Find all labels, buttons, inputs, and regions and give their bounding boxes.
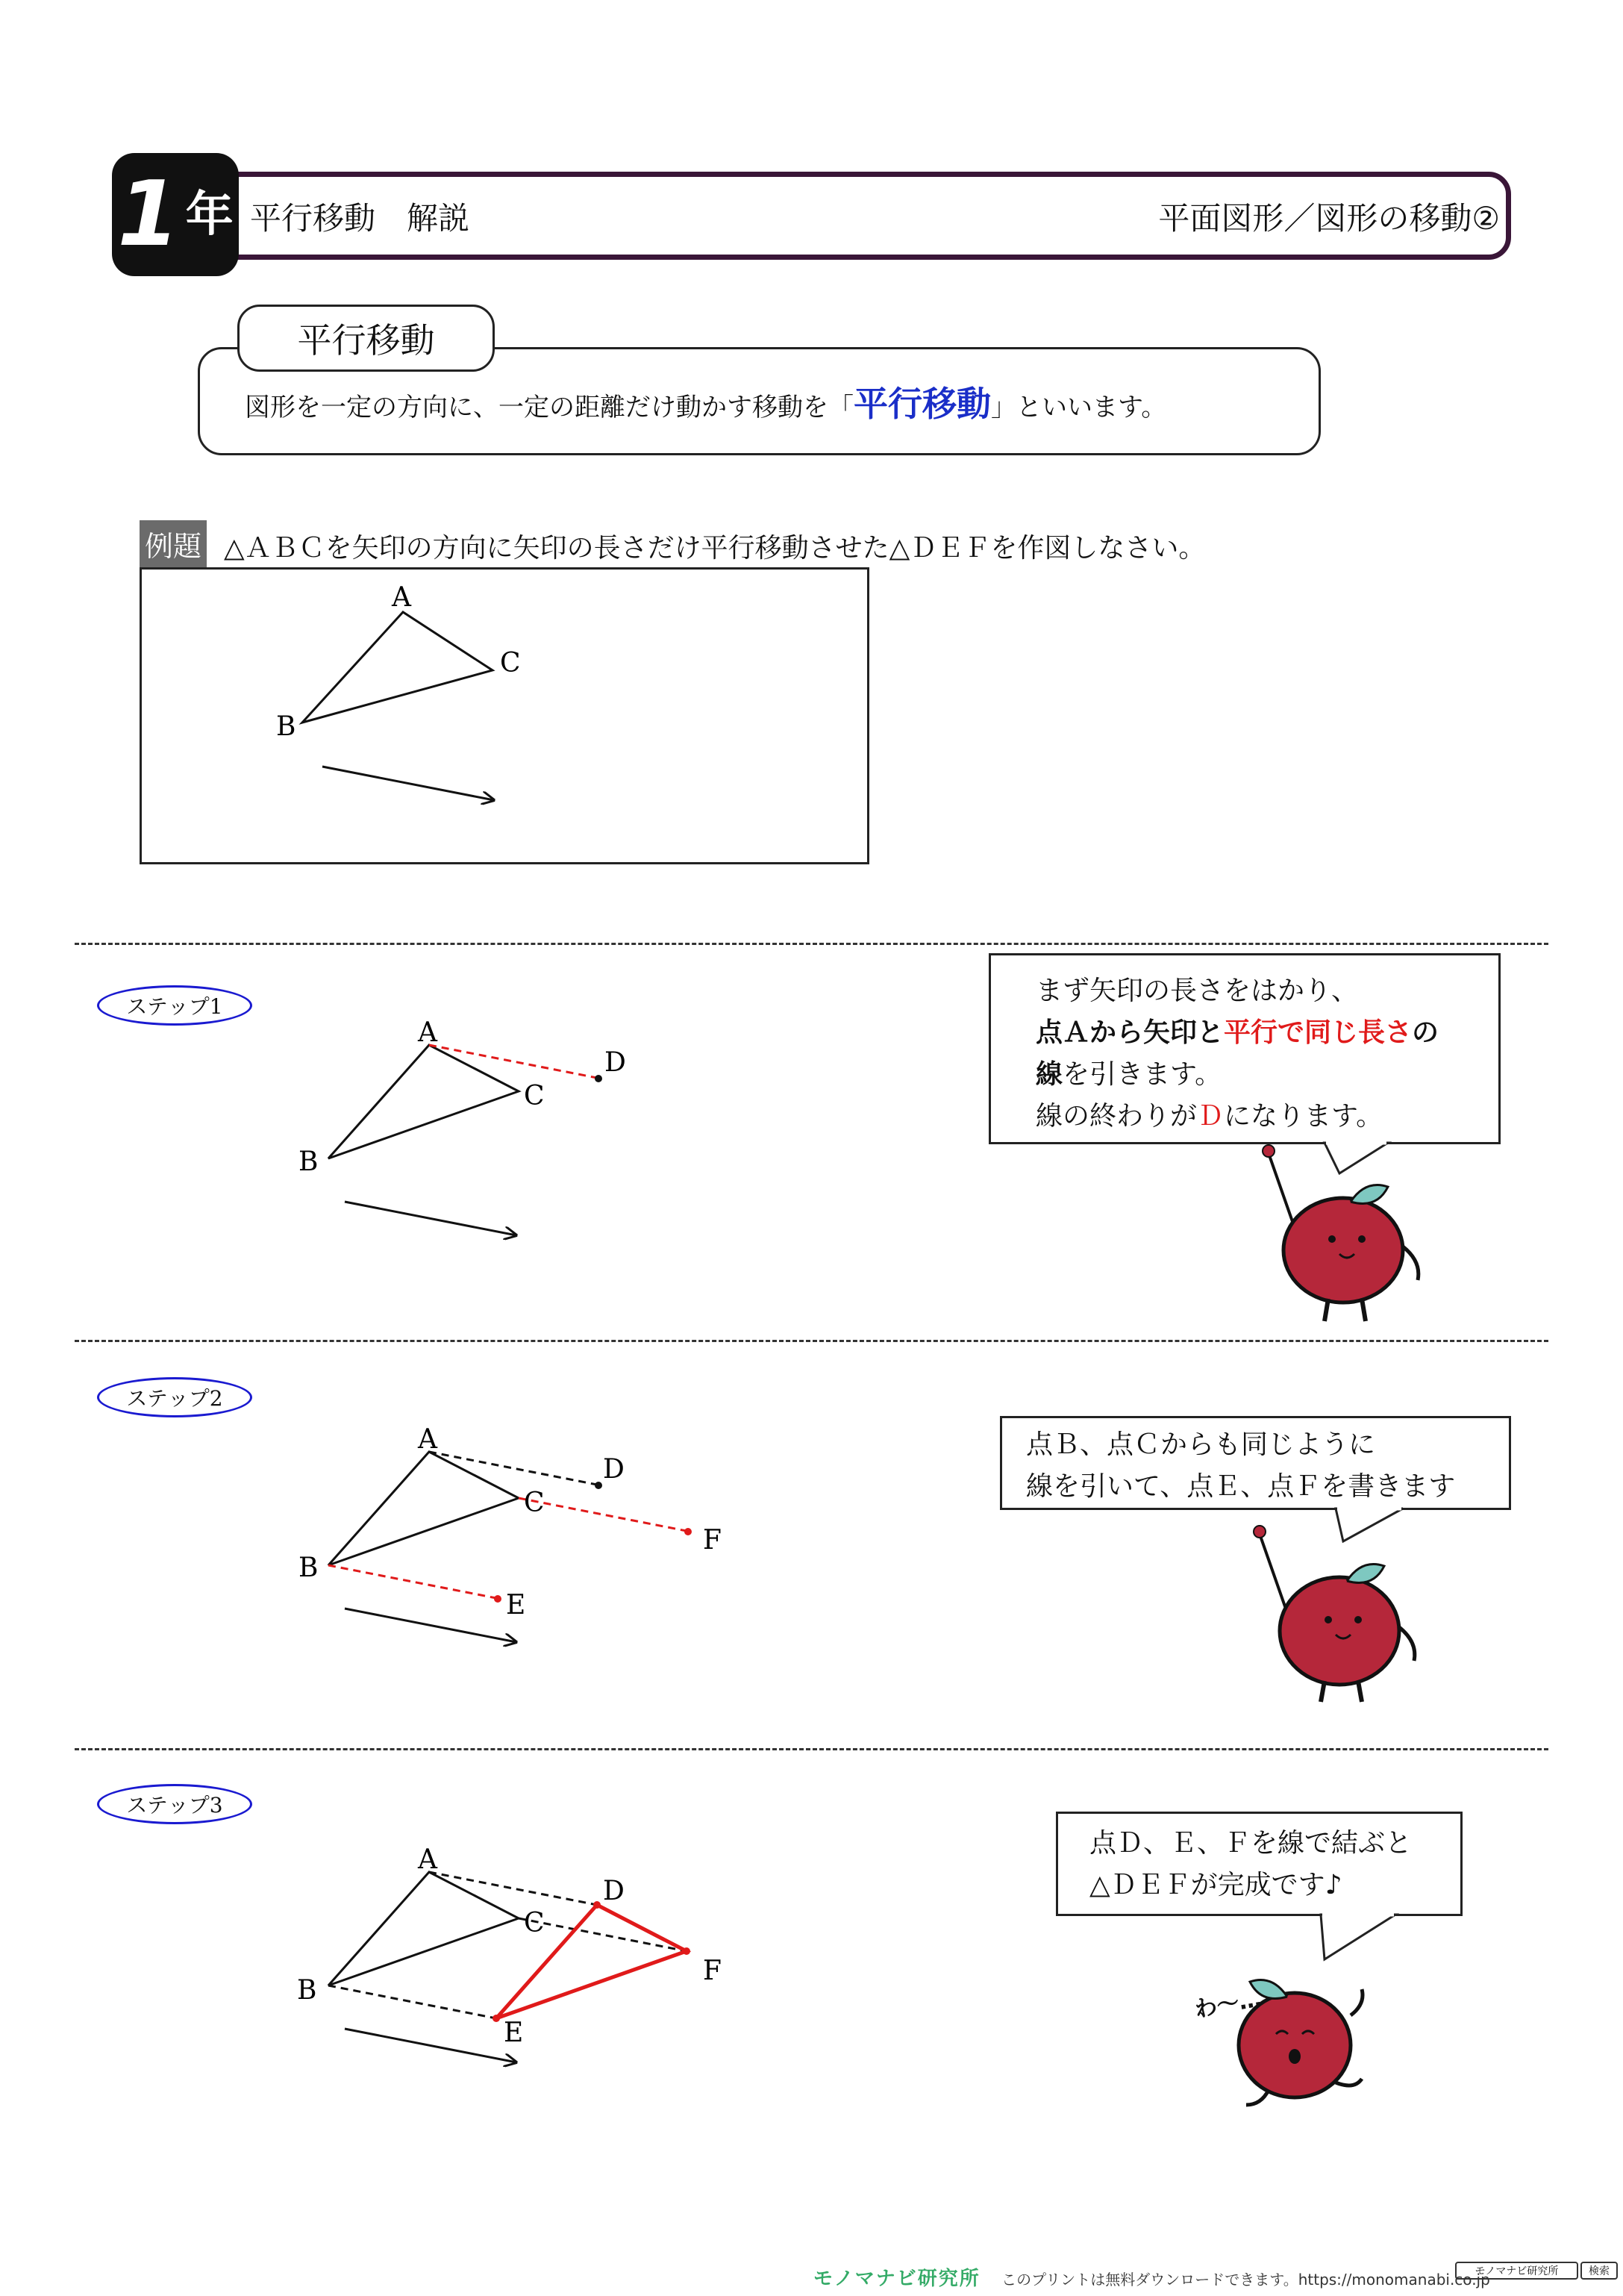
bubble-fragment: 線の終わりが (1036, 1101, 1198, 1132)
bubble-fragment: を引きます。 (1063, 1059, 1222, 1090)
bubble-fragment: 線 (1036, 1059, 1063, 1090)
bubble-fragment: 平行で同じ長さ (1224, 1017, 1413, 1048)
page-subtitle: 平面図形／図形の移動② (1158, 200, 1500, 237)
step1-label-b: B (298, 1147, 319, 1177)
footer (813, 2263, 1490, 2291)
grade-number: 1 (117, 162, 180, 266)
label-c: C (500, 648, 521, 678)
bubble-fragment: の (1412, 1017, 1439, 1048)
definition-tab: 平行移動 (237, 305, 495, 372)
bubble-line: まず矢印の長さをはかり、 (1036, 976, 1359, 1006)
page-title: 平行移動 解説 (250, 200, 470, 237)
step2-label: ステップ2 (97, 1377, 252, 1417)
step3-label-a: A (418, 1844, 437, 1875)
bubble-line: 点Ｂ、点Ｃからも同じように (1026, 1429, 1376, 1460)
bubble-fragment: になります。 (1224, 1101, 1383, 1132)
bubble-line: 点Ｄ、Ｅ、Ｆを線で結ぶと (1089, 1828, 1413, 1859)
definition-keyword: 平行移動 (854, 384, 991, 424)
bubble-fragment: Ｄ (1197, 1101, 1225, 1132)
label-b: B (276, 711, 296, 742)
example-question: △ＡＢＣを矢印の方向に矢印の長さだけ平行移動させた△ＤＥＦを作図しなさい。 (224, 533, 1206, 564)
step1-label-a: A (418, 1017, 437, 1048)
step3-label-b: B (297, 1975, 317, 2006)
step1-label: ステップ1 (97, 985, 252, 1026)
bubble-fragment: 点Ａから矢印と (1036, 1017, 1225, 1048)
step2-label-a: A (418, 1424, 437, 1455)
step1-label-c: C (524, 1081, 545, 1111)
step2-label-b: B (298, 1553, 319, 1583)
step1-label-d: D (604, 1047, 626, 1078)
step3-label-f: F (703, 1956, 722, 1986)
footer-text: このプリントは無料ダウンロードできます。https://monomanabi.co.jp (1001, 2271, 1490, 2289)
step3-label-d: D (603, 1876, 625, 1906)
step2-label-f: F (703, 1525, 722, 1556)
footer-logo: モノマナビ研究所 (813, 2268, 981, 2290)
grade-unit: 年 (185, 187, 234, 243)
bubble-line: △ＤＥＦが完成です♪ (1089, 1870, 1342, 1900)
label-a: A (392, 582, 411, 613)
definition-text-before: 図形を一定の方向に、一定の距離だけ動かす移動を「 (245, 393, 854, 422)
footer-search-button: 検索 (1580, 2262, 1618, 2280)
bubble-line: 線を引いて、点Ｅ、点Ｆを書きます (1026, 1471, 1456, 1502)
definition-text-after: 」といいます。 (991, 393, 1167, 422)
step2-label-e: E (506, 1590, 526, 1620)
mascot-exclamation: わ～… (1192, 1985, 1263, 2024)
step3-label: ステップ3 (97, 1784, 252, 1824)
step3-label-e: E (504, 2018, 524, 2048)
footer-search-box: モノマナビ研究所 (1455, 2262, 1578, 2280)
step2-label-d: D (603, 1454, 625, 1485)
example-label: 例題 (140, 520, 207, 567)
step3-label-c: C (524, 1908, 545, 1938)
step2-label-c: C (524, 1488, 545, 1518)
